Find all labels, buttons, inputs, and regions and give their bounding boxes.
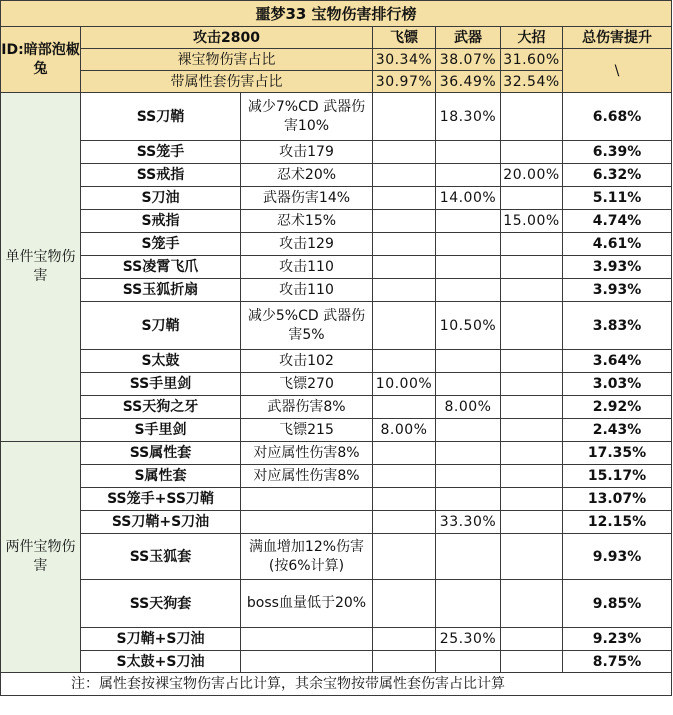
item-total: 3.93% bbox=[563, 279, 672, 302]
item-effect: 武器伤害8% bbox=[241, 396, 373, 419]
item-total: 9.93% bbox=[563, 534, 672, 580]
item-weapon bbox=[436, 465, 501, 488]
table-row bbox=[1, 465, 672, 488]
table-row bbox=[1, 141, 672, 164]
table-row bbox=[1, 651, 672, 673]
table-row bbox=[1, 210, 672, 233]
col-header-total: 总伤害提升 bbox=[563, 27, 672, 49]
item-effect: 满血增加12%伤害 (按6%计算) bbox=[241, 534, 373, 580]
item-total: 13.07% bbox=[563, 488, 672, 511]
item-effect bbox=[241, 488, 373, 511]
item-dart bbox=[373, 141, 436, 164]
table-row bbox=[1, 488, 672, 511]
naked-share-label: 裸宝物伤害占比 bbox=[81, 49, 373, 71]
item-ult bbox=[501, 580, 563, 628]
item-weapon bbox=[436, 442, 501, 465]
item-name: S刀油 bbox=[81, 187, 241, 210]
item-name: SS刀鞘 bbox=[81, 93, 241, 141]
item-name: SS手里剑 bbox=[81, 373, 241, 396]
table-row bbox=[1, 419, 672, 442]
item-dart bbox=[373, 628, 436, 651]
item-effect bbox=[241, 651, 373, 673]
item-ult bbox=[501, 651, 563, 673]
item-effect: 对应属性伤害8% bbox=[241, 442, 373, 465]
item-total: 6.39% bbox=[563, 141, 672, 164]
item-ult bbox=[501, 233, 563, 256]
item-name: S刀鞘 bbox=[81, 302, 241, 350]
item-weapon: 33.30% bbox=[436, 511, 501, 534]
table-row bbox=[1, 93, 672, 141]
item-weapon bbox=[436, 279, 501, 302]
item-weapon bbox=[436, 488, 501, 511]
item-effect: 攻击102 bbox=[241, 350, 373, 373]
item-name: S太鼓 bbox=[81, 350, 241, 373]
item-total: 3.83% bbox=[563, 302, 672, 350]
item-ult: 20.00% bbox=[501, 164, 563, 187]
table-row bbox=[1, 164, 672, 187]
item-weapon bbox=[436, 164, 501, 187]
item-effect: 减少7%CD 武器伤害10% bbox=[241, 93, 373, 141]
table-row bbox=[1, 373, 672, 396]
item-name: SS玉狐套 bbox=[81, 534, 241, 580]
item-dart bbox=[373, 651, 436, 673]
item-total: 2.43% bbox=[563, 419, 672, 442]
item-weapon bbox=[436, 233, 501, 256]
table-row bbox=[1, 580, 672, 628]
total-placeholder: \ bbox=[563, 49, 672, 93]
section2-label: 两件宝物伤害 bbox=[1, 442, 81, 673]
item-ult bbox=[501, 279, 563, 302]
item-dart bbox=[373, 511, 436, 534]
item-dart bbox=[373, 396, 436, 419]
item-weapon bbox=[436, 350, 501, 373]
item-total: 9.23% bbox=[563, 628, 672, 651]
item-total: 4.61% bbox=[563, 233, 672, 256]
item-total: 3.93% bbox=[563, 256, 672, 279]
item-name: SS笼手+SS刀鞘 bbox=[81, 488, 241, 511]
item-dart bbox=[373, 580, 436, 628]
item-effect: 对应属性伤害8% bbox=[241, 465, 373, 488]
item-name: S刀鞘+S刀油 bbox=[81, 628, 241, 651]
item-ult bbox=[501, 373, 563, 396]
item-dart bbox=[373, 164, 436, 187]
table-row bbox=[1, 511, 672, 534]
item-effect: 飞镖270 bbox=[241, 373, 373, 396]
item-effect: 攻击129 bbox=[241, 233, 373, 256]
table-row bbox=[1, 628, 672, 651]
item-total: 3.64% bbox=[563, 350, 672, 373]
item-weapon bbox=[436, 210, 501, 233]
item-effect bbox=[241, 628, 373, 651]
item-weapon bbox=[436, 373, 501, 396]
item-ult bbox=[501, 302, 563, 350]
item-total: 2.92% bbox=[563, 396, 672, 419]
item-total: 9.85% bbox=[563, 580, 672, 628]
item-total: 4.74% bbox=[563, 210, 672, 233]
col-header-dart: 飞镖 bbox=[373, 27, 436, 49]
item-weapon bbox=[436, 651, 501, 673]
table-row bbox=[1, 350, 672, 373]
set-share-label: 带属性套伤害占比 bbox=[81, 71, 373, 93]
set-share-weapon: 36.49% bbox=[436, 71, 501, 93]
item-weapon bbox=[436, 580, 501, 628]
item-ult bbox=[501, 419, 563, 442]
item-dart bbox=[373, 442, 436, 465]
item-dart bbox=[373, 210, 436, 233]
item-ult bbox=[501, 141, 563, 164]
item-ult: 15.00% bbox=[501, 210, 563, 233]
item-ult bbox=[501, 396, 563, 419]
item-name: S手里剑 bbox=[81, 419, 241, 442]
item-weapon: 18.30% bbox=[436, 93, 501, 141]
item-dart bbox=[373, 233, 436, 256]
table-row bbox=[1, 302, 672, 350]
item-ult bbox=[501, 534, 563, 580]
item-name: S戒指 bbox=[81, 210, 241, 233]
item-dart bbox=[373, 279, 436, 302]
item-weapon: 8.00% bbox=[436, 396, 501, 419]
item-weapon bbox=[436, 419, 501, 442]
id-label: ID:暗部泡椒兔 bbox=[1, 27, 81, 93]
attack-header: 攻击2800 bbox=[81, 27, 373, 49]
footnote: 注：属性套按裸宝物伤害占比计算，其余宝物按带属性套伤害占比计算 bbox=[1, 673, 672, 696]
item-effect: 攻击179 bbox=[241, 141, 373, 164]
item-dart: 8.00% bbox=[373, 419, 436, 442]
naked-share-dart: 30.34% bbox=[373, 49, 436, 71]
set-share-dart: 30.97% bbox=[373, 71, 436, 93]
item-name: SS笼手 bbox=[81, 141, 241, 164]
item-dart bbox=[373, 350, 436, 373]
table-row bbox=[1, 233, 672, 256]
table-row bbox=[1, 534, 672, 580]
item-ult bbox=[501, 350, 563, 373]
item-effect: 忍术15% bbox=[241, 210, 373, 233]
item-name: SS戒指 bbox=[81, 164, 241, 187]
item-dart bbox=[373, 93, 436, 141]
item-ult bbox=[501, 93, 563, 141]
item-total: 5.11% bbox=[563, 187, 672, 210]
item-dart bbox=[373, 534, 436, 580]
table-row bbox=[1, 396, 672, 419]
item-effect: 攻击110 bbox=[241, 279, 373, 302]
item-total: 12.15% bbox=[563, 511, 672, 534]
col-header-weapon: 武器 bbox=[436, 27, 501, 49]
item-dart bbox=[373, 302, 436, 350]
table-row bbox=[1, 187, 672, 210]
table-row bbox=[1, 279, 672, 302]
item-total: 8.75% bbox=[563, 651, 672, 673]
item-dart bbox=[373, 465, 436, 488]
section1-label: 单件宝物伤害 bbox=[1, 93, 81, 442]
item-effect: 忍术20% bbox=[241, 164, 373, 187]
table-title: 噩梦33 宝物伤害排行榜 bbox=[1, 1, 672, 27]
item-dart: 10.00% bbox=[373, 373, 436, 396]
item-weapon: 25.30% bbox=[436, 628, 501, 651]
item-weapon bbox=[436, 256, 501, 279]
item-weapon bbox=[436, 141, 501, 164]
item-effect: 飞镖215 bbox=[241, 419, 373, 442]
item-name: SS天狗套 bbox=[81, 580, 241, 628]
item-weapon: 10.50% bbox=[436, 302, 501, 350]
item-effect: 武器伤害14% bbox=[241, 187, 373, 210]
item-ult bbox=[501, 256, 563, 279]
item-name: S笼手 bbox=[81, 233, 241, 256]
item-weapon bbox=[436, 534, 501, 580]
item-ult bbox=[501, 187, 563, 210]
item-name: S属性套 bbox=[81, 465, 241, 488]
item-effect: 攻击110 bbox=[241, 256, 373, 279]
item-dart bbox=[373, 488, 436, 511]
naked-share-ult: 31.60% bbox=[501, 49, 563, 71]
table-row bbox=[1, 256, 672, 279]
item-ult bbox=[501, 465, 563, 488]
item-ult bbox=[501, 511, 563, 534]
item-name: S太鼓+S刀油 bbox=[81, 651, 241, 673]
item-total: 17.35% bbox=[563, 442, 672, 465]
item-effect: boss血量低于20% bbox=[241, 580, 373, 628]
item-total: 6.32% bbox=[563, 164, 672, 187]
item-name: SS天狗之牙 bbox=[81, 396, 241, 419]
item-total: 3.03% bbox=[563, 373, 672, 396]
naked-share-weapon: 38.07% bbox=[436, 49, 501, 71]
item-ult bbox=[501, 488, 563, 511]
item-name: SS玉狐折扇 bbox=[81, 279, 241, 302]
item-effect: 减少5%CD 武器伤害5% bbox=[241, 302, 373, 350]
item-total: 6.68% bbox=[563, 93, 672, 141]
item-dart bbox=[373, 256, 436, 279]
col-header-ult: 大招 bbox=[501, 27, 563, 49]
set-share-ult: 32.54% bbox=[501, 71, 563, 93]
item-total: 15.17% bbox=[563, 465, 672, 488]
item-name: SS刀鞘+S刀油 bbox=[81, 511, 241, 534]
table-row bbox=[1, 442, 672, 465]
item-effect bbox=[241, 511, 373, 534]
item-ult bbox=[501, 442, 563, 465]
item-ult bbox=[501, 628, 563, 651]
item-dart bbox=[373, 187, 436, 210]
item-name: SS属性套 bbox=[81, 442, 241, 465]
item-name: SS凌霄飞爪 bbox=[81, 256, 241, 279]
item-weapon: 14.00% bbox=[436, 187, 501, 210]
